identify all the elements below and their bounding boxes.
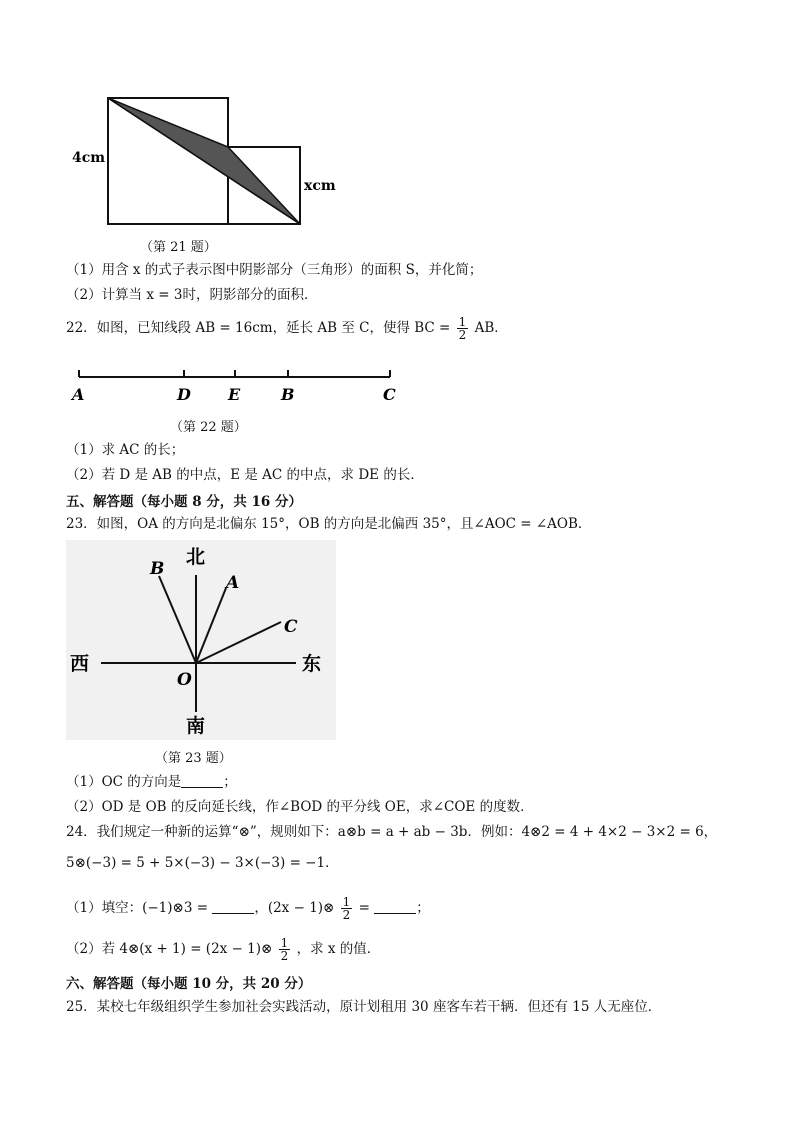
q22-stem-a: 22．如图，已知线段 AB = 16cm，延长 AB 至 C，使得 BC = <box>66 320 451 336</box>
answer-blank[interactable] <box>181 773 223 788</box>
answer-blank[interactable] <box>374 899 416 914</box>
q23-part2: （2）OD 是 OB 的反向延长线，作∠BOD 的平分线 OE，求∠COE 的度数． <box>66 799 534 815</box>
q21-part1: （1）用含 x 的式子表示图中阴影部分（三角形）的面积 S，并化简； <box>66 262 483 278</box>
figure-22-caption: （第 22 题） <box>170 420 247 435</box>
q22-stem-b: AB． <box>474 320 508 336</box>
q23-part1: （1）OC 的方向是 ； <box>66 774 237 790</box>
point-e: E <box>228 385 241 404</box>
q22-stem <box>66 316 508 341</box>
label-a: A <box>226 573 240 593</box>
label-south: 南 <box>186 715 206 737</box>
label-xcm: xcm <box>304 178 336 194</box>
q24-part1: （1）填空：(−1)⊗3 = ，(2x − 1)⊗ $\frac{1}{2}$ = ； <box>66 895 430 922</box>
q22-part1: （1）求 AC 的长； <box>66 442 185 458</box>
q22-fraction: $\frac{1}{2}$ <box>458 315 467 342</box>
figure-23 <box>66 540 336 740</box>
q25-stem: 25．某校七年级组织学生参加社会实践活动，原计划租用 30 座客车若干辆．但还有 15 人无座位． <box>66 999 662 1015</box>
figure-22 <box>66 360 406 408</box>
label-north: 北 <box>186 546 206 568</box>
point-b: B <box>281 385 295 404</box>
figure-21 <box>70 92 340 232</box>
q23-stem: 23．如图，OA 的方向是北偏东 15°，OB 的方向是北偏西 35°，且∠AOC = ∠AOB． <box>66 516 592 532</box>
q22-part2: （2）若 D 是 AB 的中点，E 是 AC 的中点，求 DE 的长． <box>66 467 424 483</box>
label-b: B <box>150 559 165 579</box>
q24-stem: 24．我们规定一种新的运算“⊗”，规则如下：a⊗b = a + ab − 3b．例如：4⊗2 = 4 + 4×2 − 3×2 = 6， <box>66 824 718 840</box>
section5-title: 五、解答题（每小题 8 分，共 16 分） <box>66 494 302 510</box>
point-c: C <box>383 385 396 404</box>
answer-blank[interactable] <box>212 899 254 914</box>
figure-21-caption: （第 21 题） <box>140 240 217 255</box>
point-d: D <box>177 385 191 404</box>
q24-example2: 5⊗(−3) = 5 + 5×(−3) − 3×(−3) = −1． <box>66 855 339 871</box>
label-west: 西 <box>70 653 90 675</box>
point-a: A <box>72 385 85 404</box>
label-c: C <box>284 617 298 637</box>
label-4cm: 4cm <box>72 150 106 166</box>
label-east: 东 <box>302 653 322 675</box>
label-o: O <box>177 670 192 690</box>
section6-title: 六、解答题（每小题 10 分，共 20 分） <box>66 976 312 992</box>
q24-part2: （2）若 4⊗(x + 1) = (2x − 1)⊗ $\frac{1}{2}$ ，求 x 的值． <box>66 936 381 963</box>
q21-part2: （2）计算当 x = 3时，阴影部分的面积． <box>66 287 318 303</box>
figure-23-caption: （第 23 题） <box>155 751 232 766</box>
